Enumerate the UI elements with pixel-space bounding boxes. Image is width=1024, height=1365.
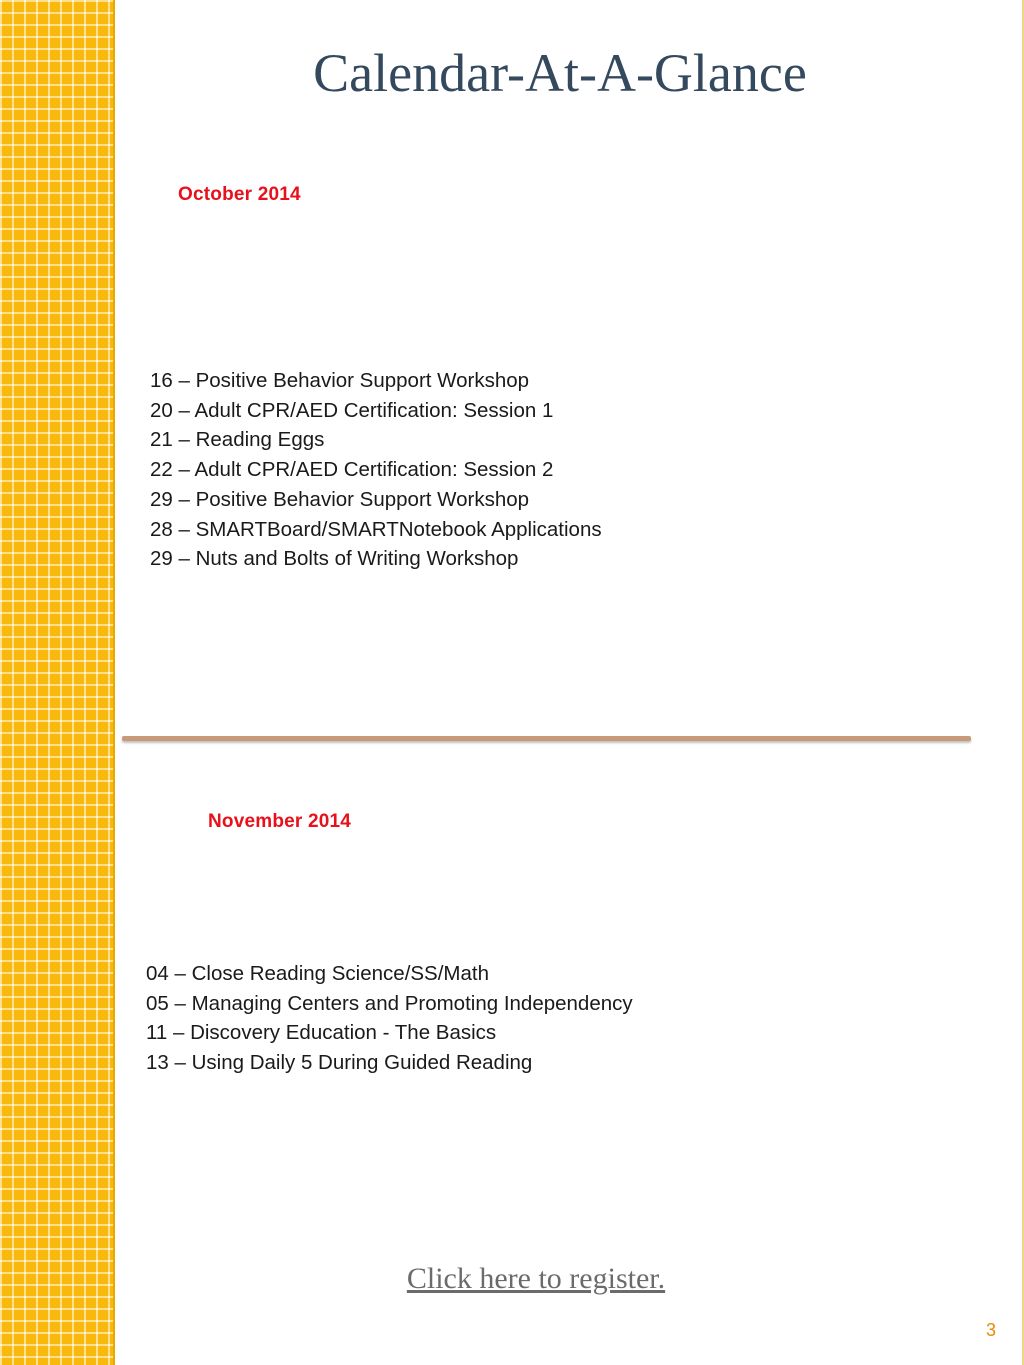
side-strip-border (113, 0, 115, 1365)
page-number: 3 (985, 1320, 996, 1340)
list-item: 21 – Reading Eggs (150, 428, 325, 452)
list-item: 29 – Nuts and Bolts of Writing Workshop (150, 547, 519, 571)
list-item: 11 – Discovery Education - The Basics (146, 1021, 497, 1045)
november-heading: November 2014 (208, 811, 352, 832)
section-divider (122, 736, 971, 741)
list-item: 29 – Positive Behavior Support Workshop (150, 487, 530, 511)
list-item: 22 – Adult CPR/AED Certification: Session 2 (150, 458, 554, 482)
november-event-list (146, 959, 633, 1078)
list-item: 16 – Positive Behavior Support Workshop (150, 369, 530, 392)
october-heading: October 2014 (178, 184, 301, 205)
list-item: 13 – Using Daily 5 During Guided Reading (146, 1051, 533, 1075)
october-event-list (150, 366, 602, 574)
decorative-side-strip (0, 0, 113, 1365)
list-item: 28 – SMARTBoard/SMARTNotebook Applications (150, 517, 602, 541)
page-title: Calendar-At-A-Glance (313, 43, 807, 103)
list-item: 20 – Adult CPR/AED Certification: Session 1 (150, 398, 554, 422)
register-link[interactable]: Click here to register. (406, 1262, 666, 1295)
list-item: 05 – Managing Centers and Promoting Independency (146, 991, 633, 1015)
list-item: 04 – Close Reading Science/SS/Math (146, 962, 490, 985)
